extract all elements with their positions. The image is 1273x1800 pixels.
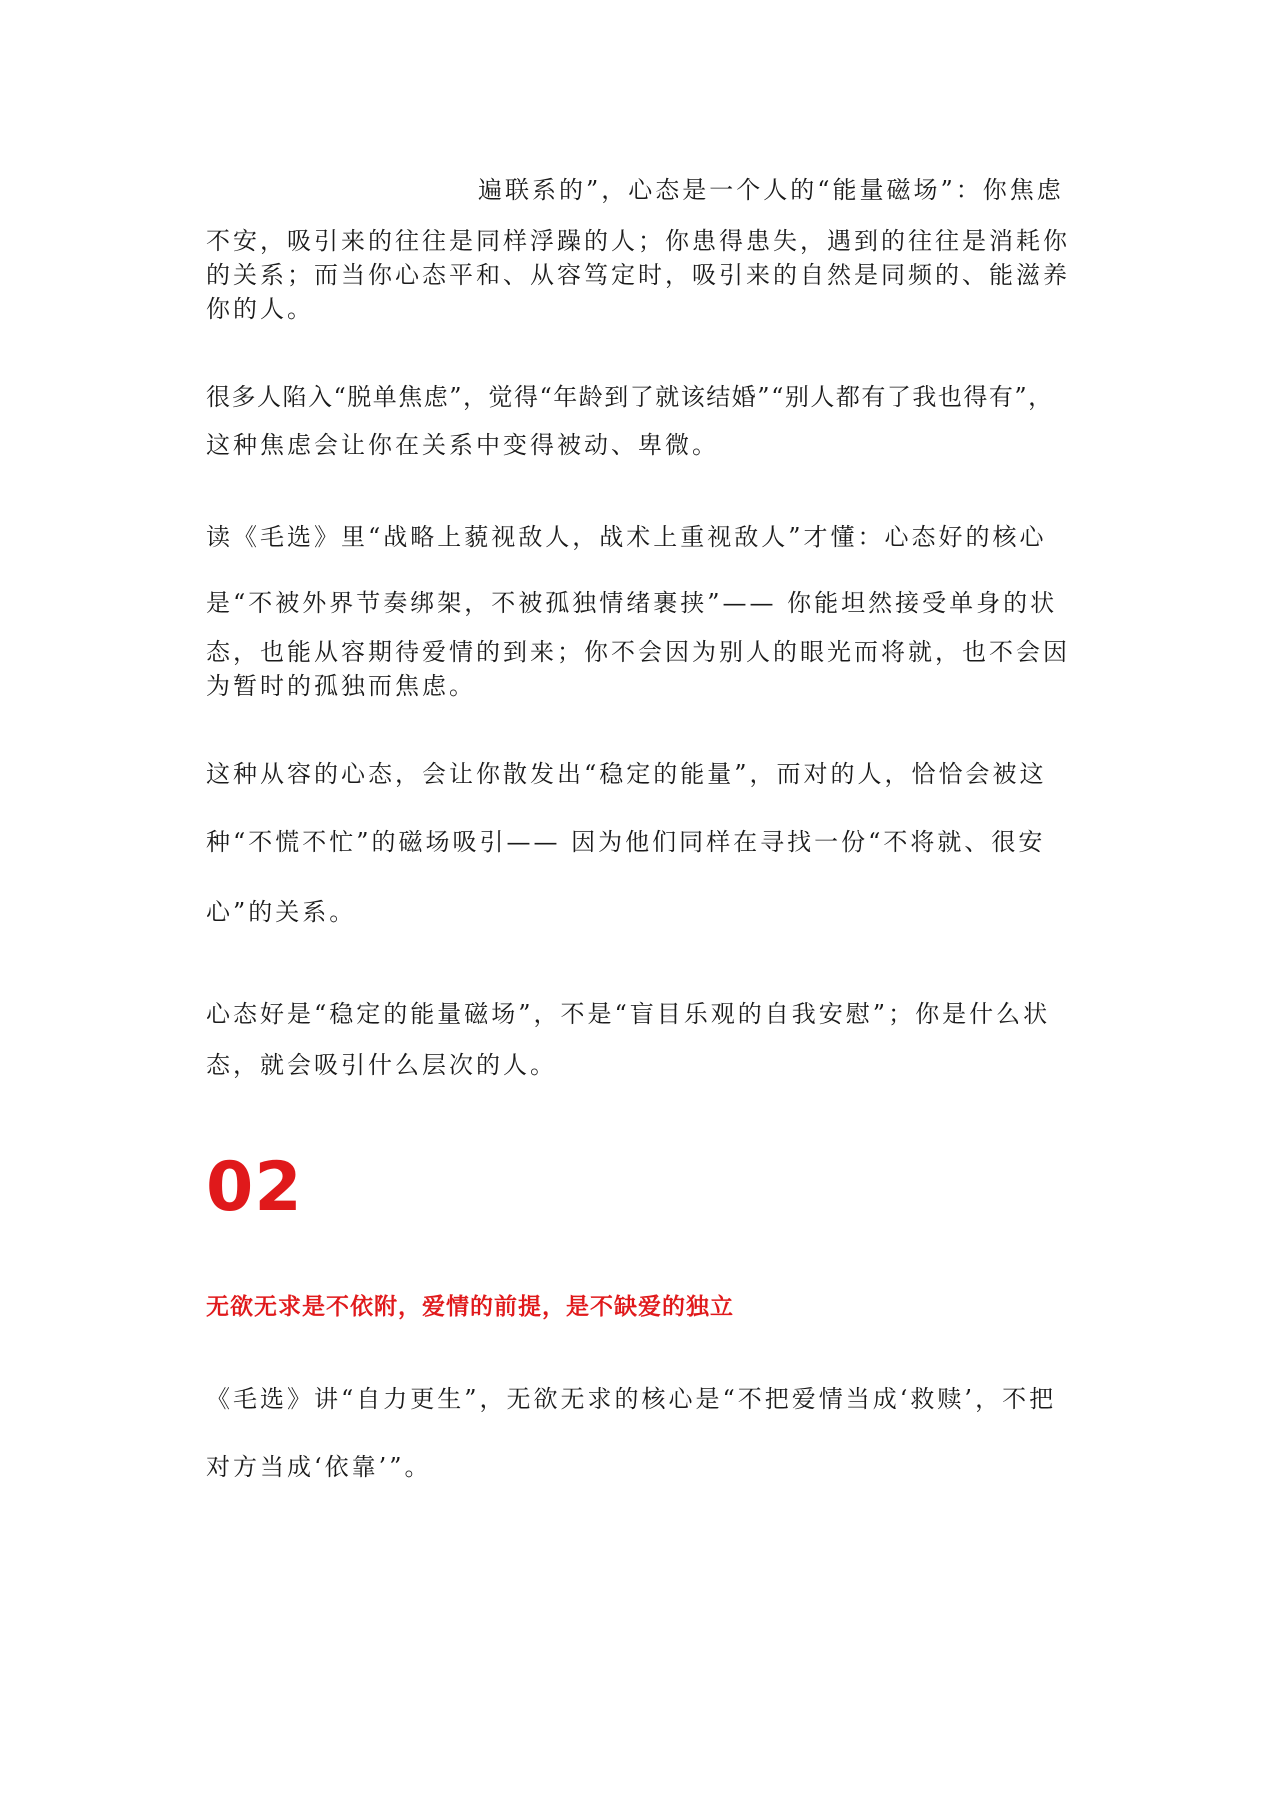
paragraph-5-line-1: 心态好是“稳定的能量磁场”，不是“盲目乐观的自我安慰”；你是什么状 <box>206 1000 1051 1028</box>
paragraph-1-line-4: 你的人。 <box>206 295 314 323</box>
section-number: 02 <box>206 1148 303 1227</box>
paragraph-4-line-2: 种“不慌不忙”的磁场吸引—— 因为他们同样在寻找一份“不将就、很安 <box>206 828 1046 856</box>
paragraph-2-line-2: 这种焦虑会让你在关系中变得被动、卑微。 <box>206 431 719 459</box>
paragraph-6-line-2: 对方当成‘依靠’”。 <box>206 1453 432 1481</box>
paragraph-3-line-1: 读《毛选》里“战略上藐视敌人，战术上重视敌人”才懂：心态好的核心 <box>206 523 1047 551</box>
paragraph-4-line-3: 心”的关系。 <box>206 898 357 926</box>
paragraph-6-line-1: 《毛选》讲“自力更生”，无欲无求的核心是“不把爱情当成‘救赎’，不把 <box>206 1385 1057 1413</box>
paragraph-4-line-1: 这种从容的心态，会让你散发出“稳定的能量”，而对的人，恰恰会被这 <box>206 760 1047 788</box>
paragraph-3-line-3: 态，也能从容期待爱情的到来；你不会因为别人的眼光而将就，也不会因 <box>206 638 1070 666</box>
paragraph-1-line-1: 遍联系的”，心态是一个人的“能量磁场”：你焦虑 <box>478 176 1064 204</box>
paragraph-1-line-3: 的关系；而当你心态平和、从容笃定时，吸引来的自然是同频的、能滋养 <box>206 261 1070 289</box>
paragraph-5-line-2: 态，就会吸引什么层次的人。 <box>206 1051 557 1079</box>
paragraph-1-line-2: 不安，吸引来的往往是同样浮躁的人；你患得患失，遇到的往往是消耗你 <box>206 227 1070 255</box>
paragraph-3-line-4: 为暂时的孤独而焦虑。 <box>206 672 476 700</box>
section-heading: 无欲无求是不依附，爱情的前提，是不缺爱的独立 <box>206 1294 734 1320</box>
paragraph-2-line-1: 很多人陷入“脱单焦虑”，觉得“年龄到了就该结婚”“别人都有了我也得有”， <box>206 383 1054 411</box>
paragraph-3-line-2: 是“不被外界节奏绑架，不被孤独情绪裹挟”—— 你能坦然接受单身的状 <box>206 589 1058 617</box>
